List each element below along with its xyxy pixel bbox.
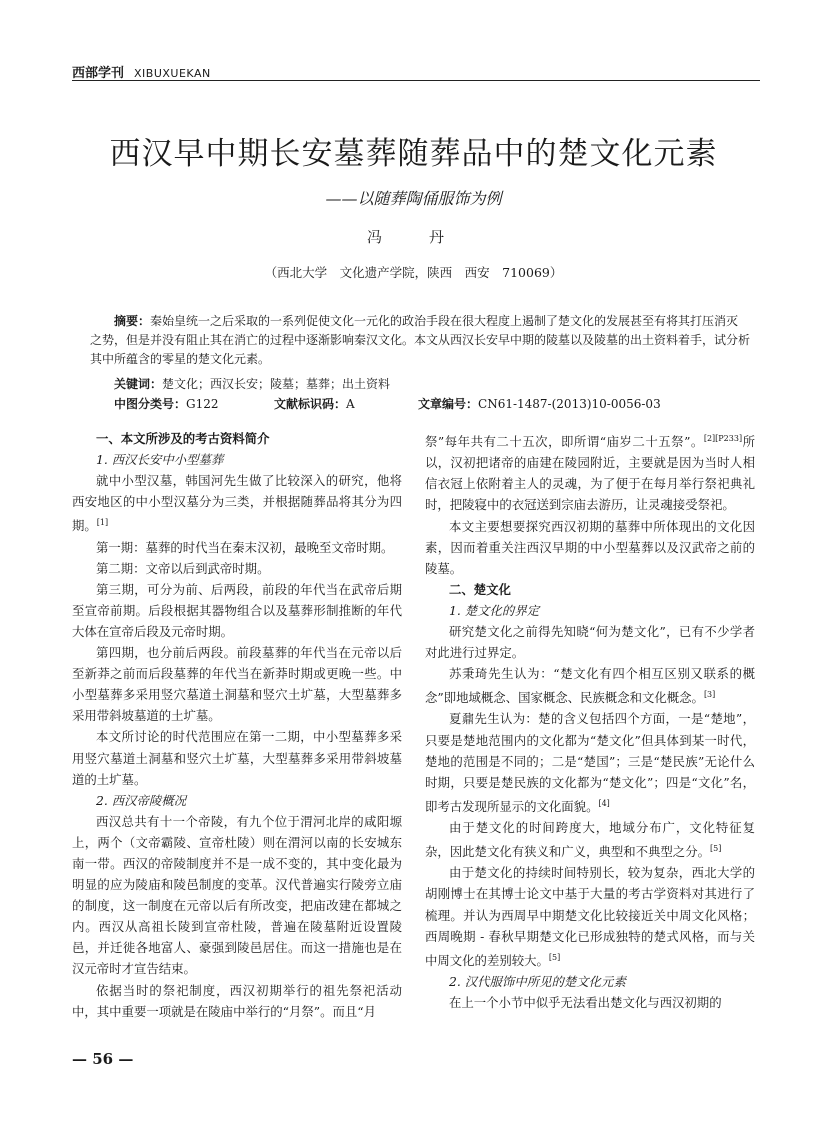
paragraph: 苏秉琦先生认为：“楚文化有四个相互区别又联系的概念”即地域概念、国家概念、民族概念和文化概念。[3]	[425, 666, 755, 706]
paragraph: 研究楚文化之前得先知晓“何为楚文化”，已有不少学者对此进行过界定。	[425, 623, 755, 661]
section-heading-2: 二、楚文化	[449, 581, 511, 597]
citation-ref: [5]	[548, 952, 561, 962]
doc-label: 文献标识码：	[274, 397, 347, 411]
article-number	[418, 395, 661, 412]
article-number-label: 文章编号：	[418, 397, 479, 411]
keywords-text: 楚文化；西汉长安；陵墓；墓葬；出土资料	[162, 377, 391, 391]
journal-name: 西部学刊	[72, 66, 125, 81]
paragraph: 在上一个小节中似乎无法看出楚文化与西汉初期的	[449, 995, 722, 1011]
right-column	[425, 428, 755, 1013]
header-rule	[72, 80, 760, 81]
abstract	[90, 312, 750, 369]
subsection-heading: 2. 汉代服饰中所见的楚文化元素	[449, 973, 626, 989]
subsection-heading: 2. 西汉帝陵概况	[96, 792, 187, 808]
abstract-label: 摘要：	[114, 314, 151, 328]
author: 冯 丹	[366, 228, 460, 246]
left-column	[72, 428, 402, 1022]
paragraph: 第三期，可分为前、后两段，前段的年代当在武帝后期至宣帝前期。后段根据其器物组合以及墓葬形制推断的年代大体在宣帝后段及元帝时期。	[72, 581, 402, 639]
journal-pinyin: XIBUXUEKAN	[134, 67, 211, 80]
citation-ref: [3]	[703, 690, 716, 700]
paragraph: 就中小型汉墓，韩国河先生做了比较深入的研究，他将西安地区的中小型汉墓分为三类，并根据随葬品将其分为四期。[1]	[72, 473, 402, 534]
paragraph: 本文主要想要探究西汉初期的墓葬中所体现出的文化因素，因而着重关注西汉早期的中小型墓葬以及汉武帝之前的陵墓。	[425, 518, 755, 576]
paragraph: 第二期：文帝以后到武帝时期。	[96, 560, 270, 576]
clc-value: G122	[186, 397, 219, 411]
paragraph: 夏鼐先生认为：楚的含义包括四个方面，一是“楚地”，只要是楚地范围内的文化都为“楚文化”但具体到某一时代，楚地的范围是不同的；二是“楚国”；三是“楚民族”无论什么时期，只要是楚民族的文化都为“楚文化”；四是“文化”名，即考古发现所显示的文化面貌。[4]	[425, 711, 755, 814]
keywords-label: 关键词：	[114, 377, 163, 391]
subsection-heading: 1. 楚文化的界定	[449, 602, 540, 618]
paragraph: 由于楚文化的持续时间特别长，较为复杂，西北大学的胡刚博士在其博士论文中基于大量的考古学资料对其进行了梳理。并认为西周早中期楚文化比较接近关中周文化风格；西周晚期 - 春秋早期楚文化已形成独特的楚式风格，而与关中周文化的差别较大。[5]	[425, 865, 755, 968]
citation-ref: [4]	[598, 798, 610, 808]
paragraph: 由于楚文化的时间跨度大，地域分布广，文化特征复杂，因此楚文化有狭义和广义，典型和不典型之分。[5]	[425, 820, 755, 860]
clc-code	[114, 395, 219, 412]
keywords	[114, 375, 390, 392]
article-title: 西汉早中期长安墓葬随葬品中的楚文化元素	[109, 136, 718, 172]
article-subtitle: ——以随葬陶俑服饰为例	[325, 189, 502, 208]
page-number: — 56 —	[72, 1050, 134, 1068]
article-number-value: CN61-1487-(2013)10-0056-03	[478, 397, 661, 411]
running-header	[72, 62, 211, 81]
citation-ref: [5]	[709, 844, 722, 854]
clc-label: 中图分类号：	[114, 397, 187, 411]
citation-ref: [1]	[96, 518, 109, 528]
paragraph: 祭”每年共有二十五次，即所谓“庙岁二十五祭”。[2][P233]所以，汉初把诸帝的庙建在陵园附近，主要就是因为当时人相信衣冠上依附着主人的灵魂，为了便于在每月举行祭祀典礼时，把陵寝中的衣冠送到宗庙去游历，让灵魂接受祭祀。	[425, 434, 755, 513]
paragraph: 西汉总共有十一个帝陵，有九个位于渭河北岸的咸阳塬上，两个（文帝霸陵、宣帝杜陵）则在渭河以南的长安城东南一带。西汉的帝陵制度并不是一成不变的，其中变化最为明显的应为陵庙和陵邑制度的变革。汉代普遍实行陵旁立庙的制度，这一制度在元帝以后有所改变，把庙改建在都城之内。西汉从高祖长陵到宣帝杜陵，普遍在陵墓附近设置陵邑，并迁徙各地富人、豪强到陵邑居住。而这一措施也是在汉元帝时才宣告结束。	[72, 813, 402, 977]
abstract-text: 秦始皇统一之后采取的一系列促使文化一元化的政治手段在很大程度上遏制了楚文化的发展甚至有将其打压消灭之势，但是并没有阻止其在消亡的过程中逐渐影响秦汉文化。本文从西汉长安早中期的陵墓以及陵墓的出土资料着手，试分析其中所蕴含的零星的楚文化元素。	[90, 314, 751, 366]
paragraph: 依据当时的祭祀制度，西汉初期举行的祖先祭祀活动中，其中重要一项就是在陵庙中举行的“月祭”。而且“月	[72, 982, 402, 1019]
paragraph: 本文所讨论的时代范围应在第一二期，中小型墓葬多采用竖穴墓道土洞墓和竖穴土圹墓，大型墓葬多采用带斜坡墓道的土圹墓。	[72, 729, 402, 787]
doc-code	[274, 395, 355, 412]
citation-ref: [2][P233]	[703, 434, 743, 443]
doc-value: A	[346, 397, 355, 411]
section-heading-1: 一、本文所涉及的考古资料简介	[96, 431, 270, 446]
paragraph: 第四期，也分前后两段。前段墓葬的年代当在元帝以后至新莽之前而后段墓葬的年代当在新莽时期或更晚一些。中小型墓葬多采用竖穴墓道土洞墓和竖穴土圹墓，大型墓葬多采用带斜坡墓道的土圹墓。	[72, 645, 402, 724]
paragraph: 第一期：墓葬的时代当在秦末汉初，最晚至文帝时期。	[96, 539, 394, 555]
affiliation: （西北大学 文化遗产学院，陕西 西安 710069）	[264, 265, 563, 280]
subsection-heading: 1. 西汉长安中小型墓葬	[96, 452, 224, 468]
